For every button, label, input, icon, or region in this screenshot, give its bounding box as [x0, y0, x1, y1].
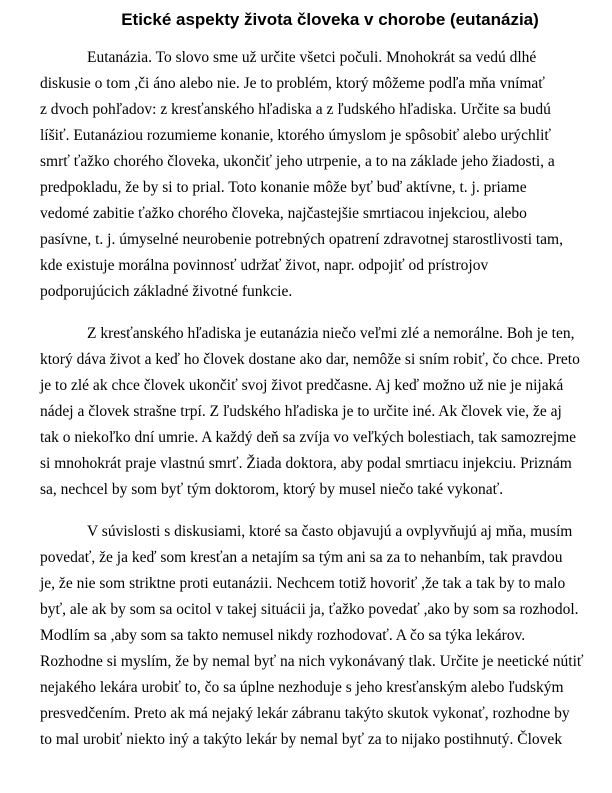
- text-line: si mnohokrát praje vlastnú smrť. Žiada doktora, aby podal smrtiacu injekciu. Priznám: [40, 455, 572, 472]
- text-line: V súvislosti s diskusiami, ktoré sa často objavujú a ovplyvňujú aj mňa, musím: [87, 523, 573, 540]
- text-line: byť, ale ak by som sa ocitol v takej situácii ja, ťažko povedať ,ako by som sa rozhodol.: [40, 601, 579, 618]
- text-line: Eutanázia. To slovo sme už určite všetci počuli. Mnohokrát sa vedú dlhé: [87, 49, 537, 66]
- text-line: podporujúcich základné životné funkcie.: [40, 283, 293, 300]
- text-line: líšiť. Eutanáziou rozumieme konanie, ktorého úmyslom je spôsobiť alebo urýchliť: [40, 127, 552, 144]
- text-line: Modlím sa ,aby som sa takto nemusel nikdy rozhodovať. A čo sa týka lekárov.: [40, 627, 526, 644]
- text-line: predpokladu, že by si to prial. Toto konanie môže byť buď aktívne, t. j. priame: [40, 179, 527, 196]
- text-line: je to zlé ak chce človek ukončiť svoj život predčasne. Aj keď možno už nie je nijaká: [40, 377, 564, 394]
- text-line: je, že nie som striktne proti eutanázii. Nechcem totiž hovoriť ,že tak a tak by to malo: [40, 575, 566, 592]
- text-line: smrť ťažko chorého človeka, ukončiť jeho utrpenie, a to na základe jeho žiadosti, a: [40, 153, 555, 170]
- text-line: tak o niekoľko dní umrie. A každý deň sa zvíja vo veľkých bolestiach, tak samozrejme: [40, 429, 576, 446]
- text-line: to mal urobiť niekto iný a takýto lekár by nemal byť za to nijako postihnutý. Človek: [40, 731, 563, 748]
- text-line: vedomé zabitie ťažko chorého človeka, najčastejšie smrtiacou injekciou, alebo: [40, 205, 527, 222]
- text-line: presvedčením. Preto ak má nejaký lekár zábranu takýto skutok vykonať, rozhodne by: [40, 705, 570, 722]
- text-line: pasívne, t. j. úmyselné neurobenie potrebných opatrení zdravotnej starostlivosti tam,: [40, 231, 563, 248]
- text-line: nejakého lekára urobiť to, čo sa úplne nezhoduje s jeho kresťanským alebo ľudským: [40, 679, 564, 696]
- text-line: Z kresťanského hľadiska je eutanázia niečo veľmi zlé a nemorálne. Boh je ten,: [87, 325, 575, 342]
- document-title: Etické aspekty života človeka v chorobe (eutanázia): [121, 10, 539, 29]
- text-line: sa, nechcel by som byť tým doktorom, ktorý by musel niečo také vykonať.: [40, 481, 504, 498]
- text-line: kde existuje morálna povinnosť udržať život, napr. odpojiť od prístrojov: [40, 257, 489, 274]
- text-line: ktorý dáva život a keď ho človek dostane ako dar, nemôže si sním robiť, čo chce. Preto: [40, 351, 580, 368]
- text-line: nádej a človek strašne trpí. Z ľudského hľadiska je to určite iné. Ak človek vie, že aj: [40, 403, 562, 420]
- text-line: z dvoch pohľadov: z kresťanského hľadiska a z ľudského hľadiska. Určite sa budú: [40, 101, 551, 118]
- text-line: povedať, že ja keď som kresťan a netajím sa tým ani sa za to nehanbím, tak pravdou: [40, 549, 563, 566]
- text-line: Rozhodne si myslím, že by nemal byť na nich vykonávaný tlak. Určite je neetické nútiť: [40, 653, 584, 670]
- text-line: diskusie o tom ,či áno alebo nie. Je to problém, ktorý môžeme podľa mňa vnímať: [40, 75, 545, 92]
